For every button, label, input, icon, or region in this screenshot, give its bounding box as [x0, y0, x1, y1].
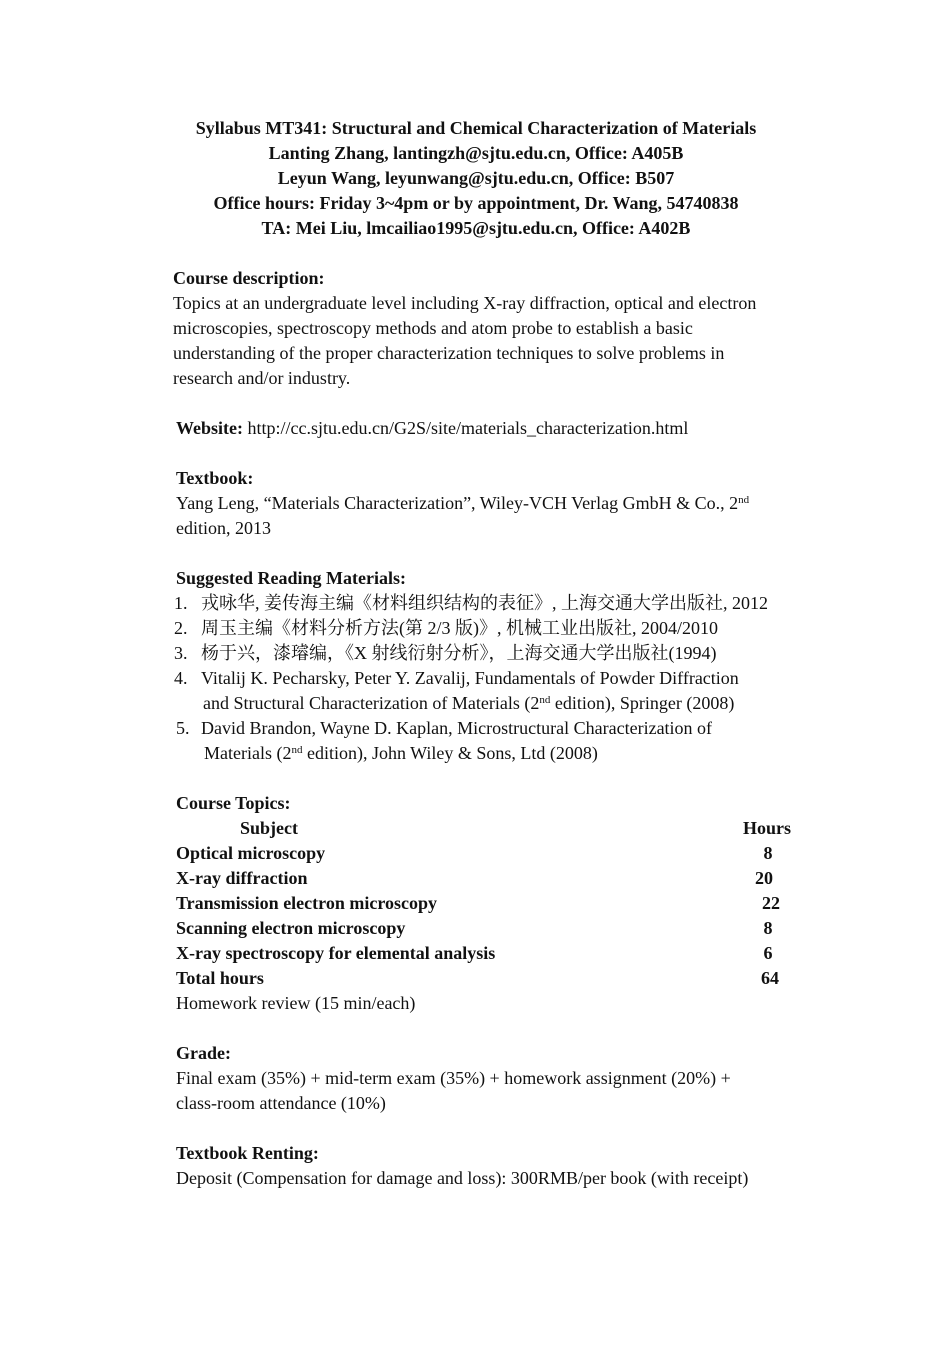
reading-item-text: 杨于兴，漆璿编，《X 射线衍射分析》，上海交通大学出版社(1994) [201, 643, 717, 663]
reading-item-number: 1. [174, 593, 188, 613]
textbook-line-2: edition, 2013 [176, 518, 271, 538]
topics-heading: Course Topics: [176, 793, 291, 813]
reading-item-number: 5. [176, 718, 190, 738]
topic-row [176, 941, 796, 966]
description-line-4: research and/or industry. [173, 368, 351, 388]
renting-heading: Textbook Renting: [176, 1143, 319, 1163]
reading-item-continuation [204, 741, 598, 766]
topic-hours: 6 [763, 943, 773, 963]
topic-hours: 20 [755, 868, 773, 888]
edition-sup: nd [539, 694, 551, 706]
topic-subject: Scanning electron microscopy [176, 918, 406, 938]
syllabus-header [0, 116, 952, 241]
reading-item-cont-text: and Structural Characterization of Materials (2 [203, 693, 540, 713]
topics-col-subject: Subject [240, 818, 298, 838]
website-url: http://cc.sjtu.edu.cn/G2S/site/materials_characterization.html [247, 418, 689, 438]
reading-item [176, 716, 712, 741]
textbook-line-1 [176, 491, 749, 516]
reading-heading: Suggested Reading Materials: [176, 568, 406, 588]
topic-row-total [176, 966, 796, 991]
description-line-1: Topics at an undergraduate level including X-ray diffraction, optical and electron [173, 293, 757, 313]
topic-hours: 8 [763, 843, 773, 863]
textbook-edition-sup: nd [738, 494, 750, 506]
grade-heading: Grade: [176, 1043, 231, 1063]
reading-item [174, 666, 739, 691]
textbook-heading: Textbook: [176, 468, 254, 488]
reading-item-continuation [203, 691, 734, 716]
reading-item [174, 641, 717, 666]
instructor-line-1: Lanting Zhang, lantingzh@sjtu.edu.cn, Office: A405B [268, 143, 684, 163]
topic-subject: Transmission electron microscopy [176, 893, 437, 913]
reading-item [174, 616, 718, 641]
topics-col-hours: Hours [743, 818, 792, 838]
instructor-line-2: Leyun Wang, leyunwang@sjtu.edu.cn, Office: B507 [277, 168, 675, 188]
reading-item-cont-text: edition), Springer (2008) [550, 693, 735, 713]
topic-hours: 8 [763, 918, 773, 938]
reading-item-cont-text: Materials (2 [204, 743, 292, 763]
topic-subject: Optical microscopy [176, 843, 326, 863]
reading-item-number: 4. [174, 668, 188, 688]
topic-subject: X-ray diffraction [176, 868, 308, 888]
textbook-citation: Yang Leng, “Materials Characterization”, Wiley-VCH Verlag GmbH & Co., 2 [176, 493, 739, 513]
grade-line-2: class-room attendance (10%) [176, 1093, 386, 1113]
topic-hours: 64 [761, 968, 779, 988]
syllabus-title: Syllabus MT341: Structural and Chemical Characterization of Materials [195, 118, 757, 138]
grade-line-1: Final exam (35%) + mid-term exam (35%) + homework assignment (20%) + [176, 1068, 731, 1088]
description-heading: Course description: [173, 268, 325, 288]
description-line-2: microscopies, spectroscopy methods and atom probe to establish a basic [173, 318, 693, 338]
topic-subject: Total hours [176, 968, 264, 988]
topics-note: Homework review (15 min/each) [176, 993, 416, 1013]
reading-item-text: 周玉主编《材料分析方法(第 2/3 版)》, 机械工业出版社, 2004/2010 [201, 618, 718, 638]
topic-subject: X-ray spectroscopy for elemental analysis [176, 943, 496, 963]
edition-sup: nd [291, 744, 303, 756]
description-line-3: understanding of the proper characterization techniques to solve problems in [173, 343, 725, 363]
reading-item-text: 戎咏华, 姜传海主编《材料组织结构的表征》, 上海交通大学出版社, 2012 [201, 593, 768, 613]
reading-item-text: David Brandon, Wayne D. Kaplan, Microstructural Characterization of [201, 718, 713, 738]
topic-hours: 22 [762, 893, 780, 913]
reading-item-number: 2. [174, 618, 188, 638]
reading-item-text: Vitalij K. Pecharsky, Peter Y. Zavalij, Fundamentals of Powder Diffraction [201, 668, 739, 688]
reading-item-number: 3. [174, 643, 188, 663]
reading-item-cont-text: edition), John Wiley & Sons, Ltd (2008) [302, 743, 598, 763]
topic-row [176, 866, 796, 891]
topic-row [176, 916, 796, 941]
office-hours-line: Office hours: Friday 3~4pm or by appointment, Dr. Wang, 54740838 [213, 193, 739, 213]
topic-row [176, 891, 796, 916]
topic-row [176, 841, 796, 866]
reading-item [174, 591, 768, 616]
website-line [176, 416, 688, 441]
ta-line: TA: Mei Liu, lmcailiao1995@sjtu.edu.cn, Office: A402B [261, 218, 691, 238]
website-label: Website: [176, 418, 243, 438]
renting-text: Deposit (Compensation for damage and loss): 300RMB/per book (with receipt) [176, 1168, 749, 1188]
